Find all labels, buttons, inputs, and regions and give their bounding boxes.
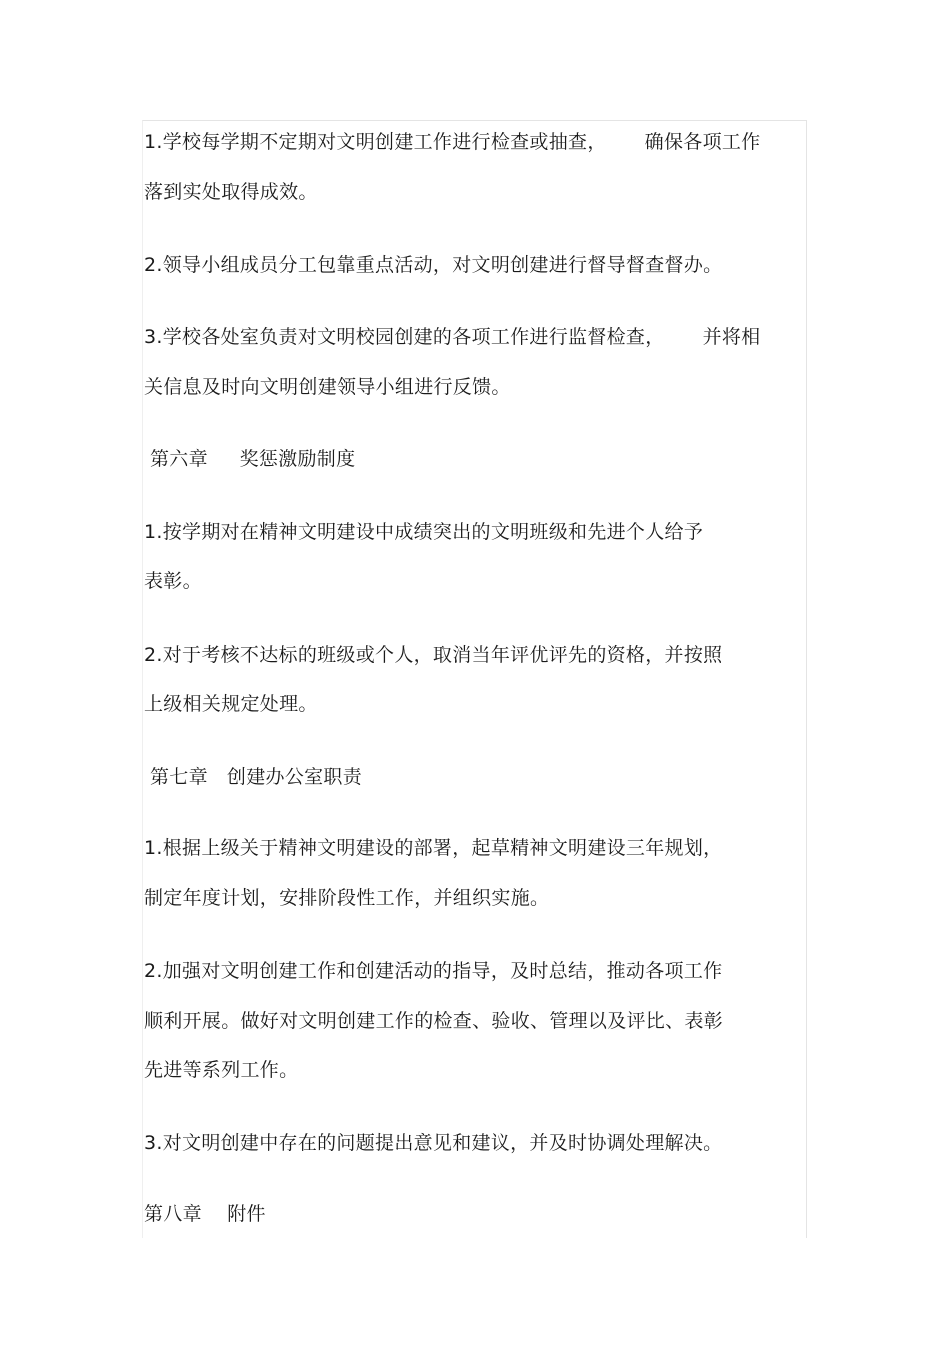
chapter-heading: 第七章 创建办公室职责 [150,766,363,788]
paragraph-line: 上级相关规定处理。 [144,693,318,715]
paragraph-line: 3.对文明创建中存在的问题提出意见和建议，并及时协调处理解决。 [144,1132,723,1154]
paragraph-line: 落到实处取得成效。 [144,181,318,203]
chapter-heading: 第六章 奖惩激励制度 [150,448,356,470]
paragraph-line: 1.根据上级关于精神文明建设的部署，起草精神文明建设三年规划， [144,837,723,859]
paragraph-line: 3.学校各处室负责对文明校园创建的各项工作进行监督检查， 并将相 [144,326,761,348]
paragraph-line: 2.对于考核不达标的班级或个人，取消当年评优评先的资格，并按照 [144,644,723,666]
chapter-heading: 第八章 附件 [144,1203,266,1225]
paragraph-line: 2.加强对文明创建工作和创建活动的指导，及时总结，推动各项工作 [144,960,723,982]
paragraph-line: 顺利开展。做好对文明创建工作的检查、验收、管理以及评比、表彰 [144,1010,724,1032]
paragraph-line: 先进等系列工作。 [144,1059,299,1081]
paragraph-line: 1.学校每学期不定期对文明创建工作进行检查或抽查， 确保各项工作 [144,131,761,153]
paragraph-line: 制定年度计划，安排阶段性工作，并组织实施。 [144,887,550,909]
paragraph-line: 1.按学期对在精神文明建设中成绩突出的文明班级和先进个人给予 [144,521,704,543]
paragraph-line: 表彰。 [144,570,202,592]
paragraph-line: 2.领导小组成员分工包靠重点活动，对文明创建进行督导督查督办。 [144,254,723,276]
paragraph-line: 关信息及时向文明创建领导小组进行反馈。 [144,376,511,398]
